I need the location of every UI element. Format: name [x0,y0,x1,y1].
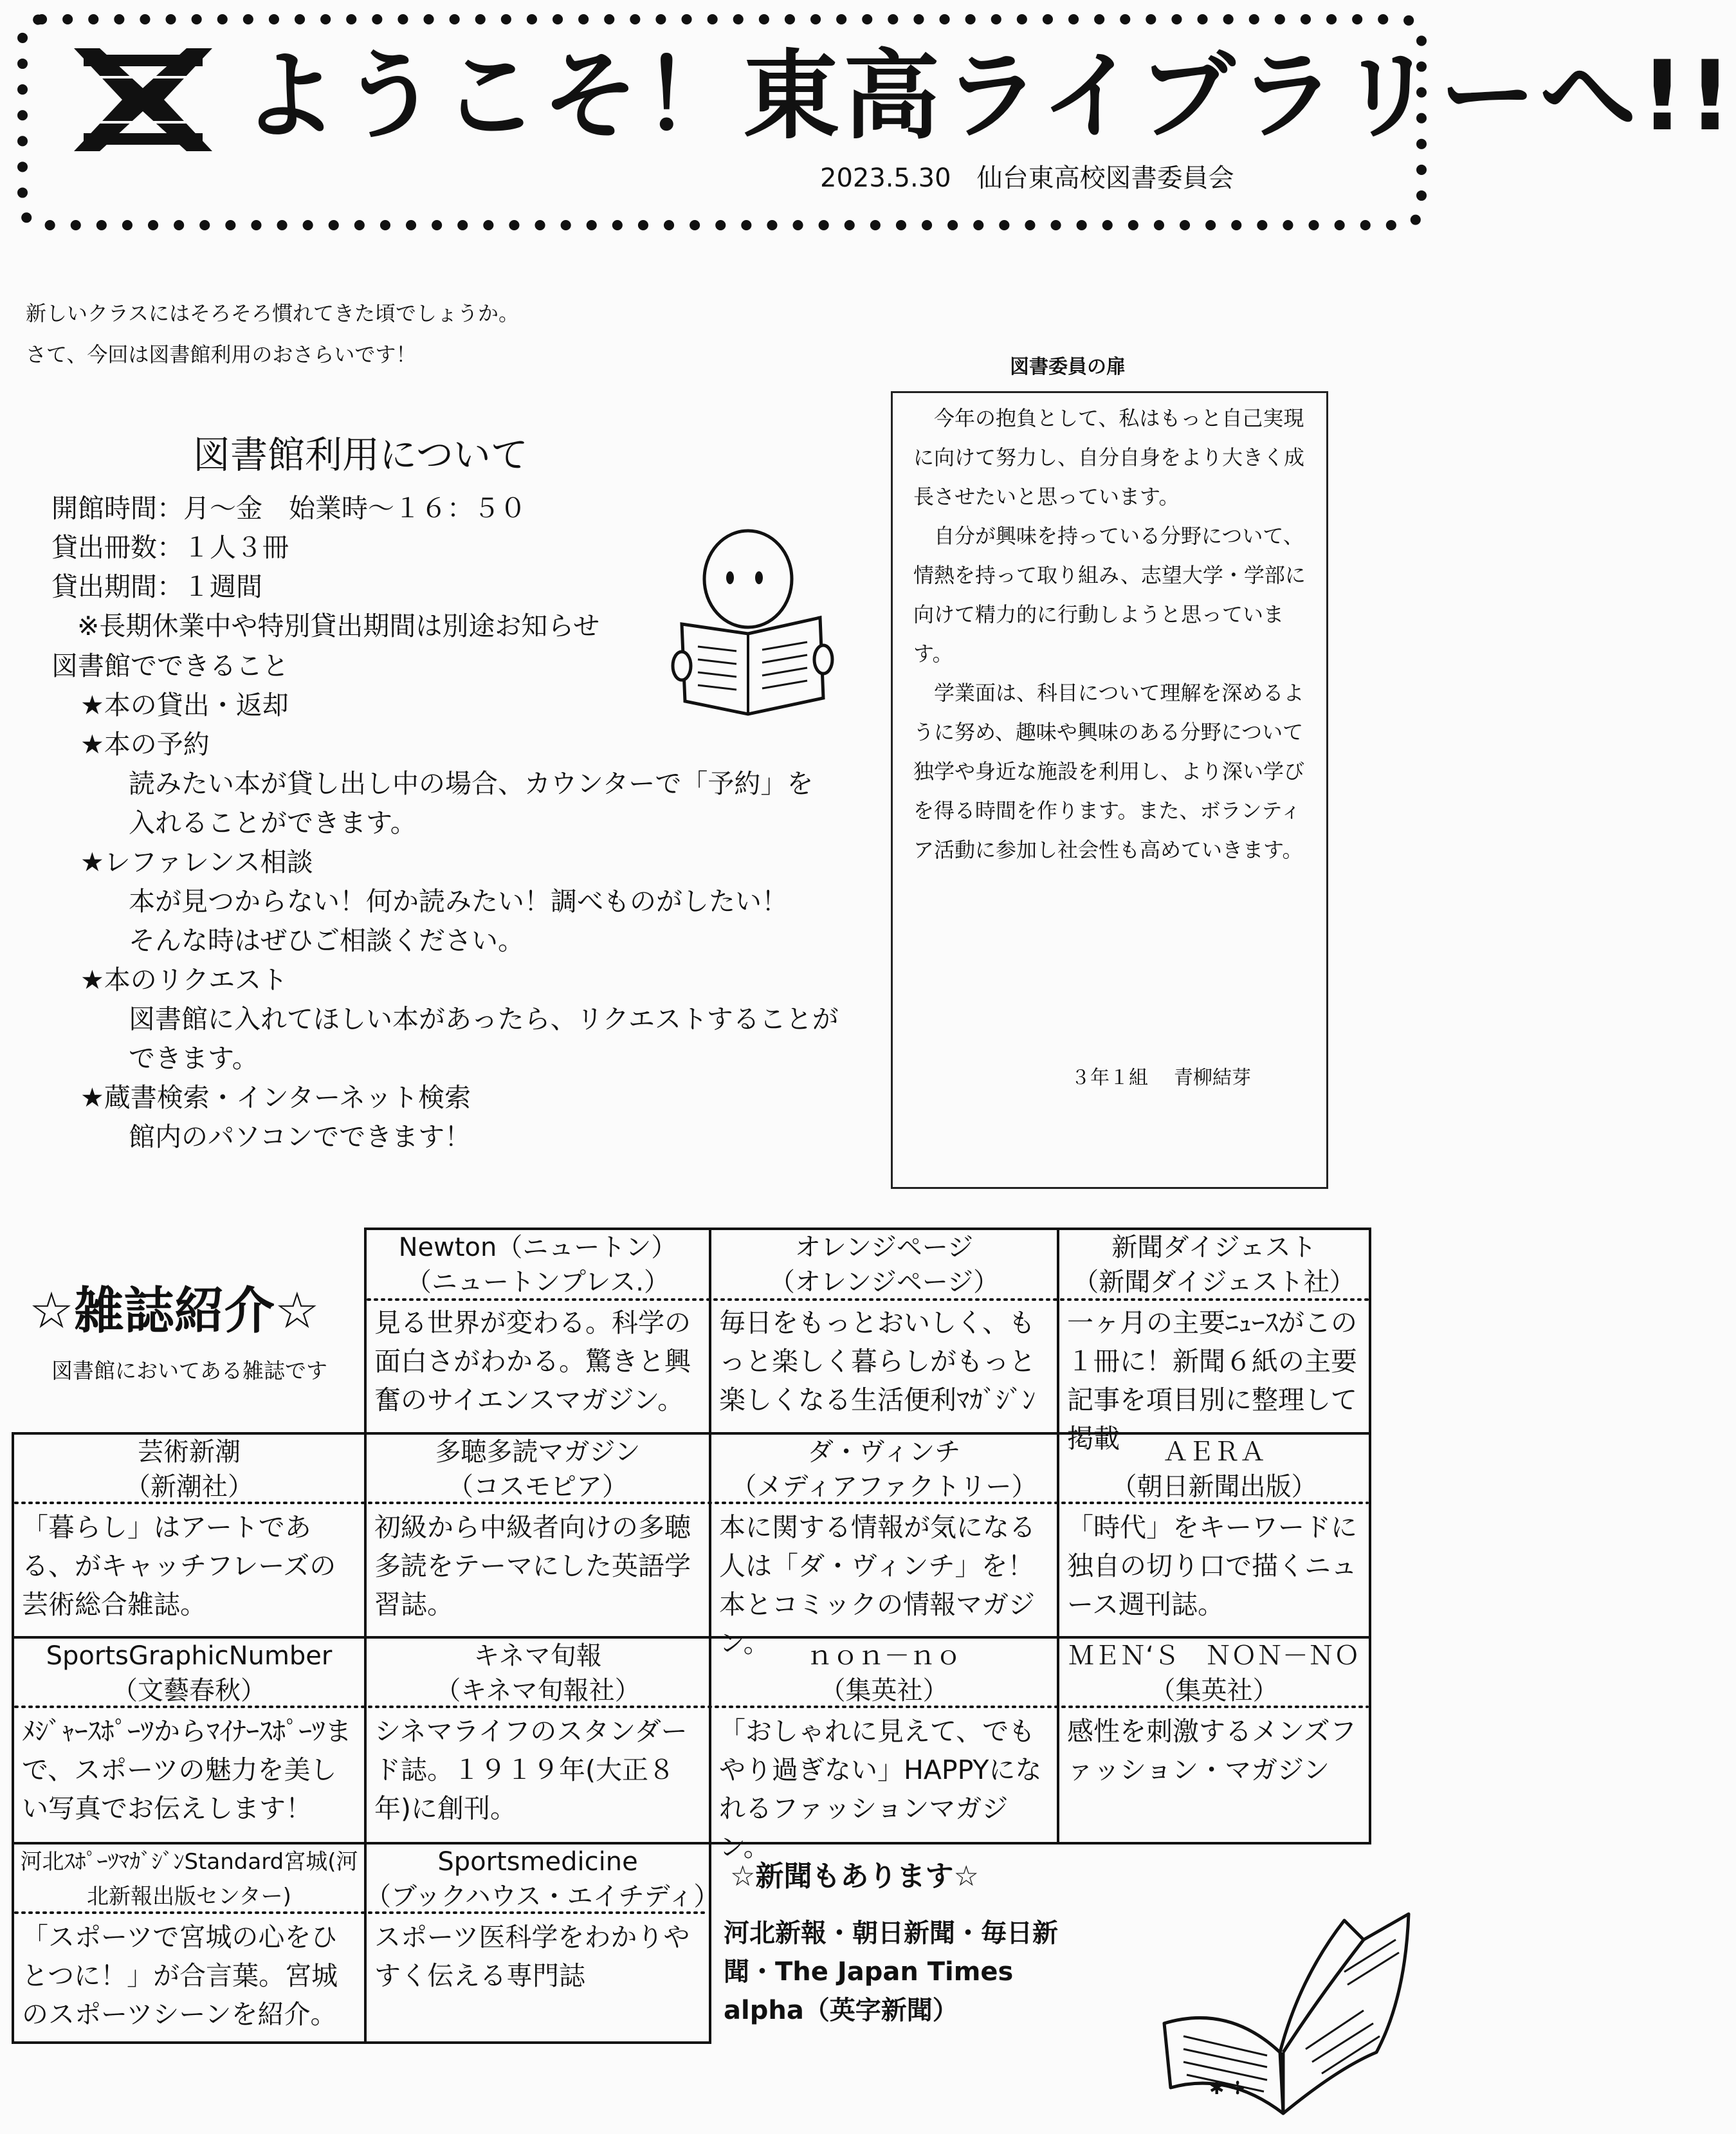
library-info [51,489,599,646]
newspaper-list: 河北新報・朝日新聞・毎日新聞・The Japan Times alpha（英字新聞） [724,1918,1058,2025]
service-description: 図書館に入れてほしい本があったら、リクエストすることが [129,1004,839,1035]
crossed-books-icon [74,48,212,151]
service-lending: ★本の貸出・返却 [80,690,289,721]
intro-line: さて、今回は図書館利用のおさらいです！ [26,342,417,367]
library-usage-heading: 図書館利用について [193,433,528,477]
library-services [51,647,839,1157]
magazine-name: ｎｏｎ－ｎｏ [807,1641,962,1671]
service-reference: ★レファレンス相談 [80,847,313,878]
magazine-section-heading: ☆雑誌紹介☆ [29,1282,320,1340]
magazine-publisher: （朝日新聞出版） [1111,1472,1317,1502]
column-paragraph: 今年の抱負として、私はもっと自己実現に向けて努力し、自分自身をより大きく成長させたいと思っています。 [913,406,1305,509]
open-book-illustration [1151,1901,1421,2120]
magazine-publisher: （キネマ旬報社） [435,1676,641,1706]
magazine-publisher: （ニュートンプレス.） [406,1267,670,1297]
magazine-section-subheading: 図書館においてある雑誌です [51,1358,327,1383]
loan-period: 貸出期間：１週間 [51,571,262,602]
magazine-description: 感性を刺激するメンズファッション・マガジン [1067,1716,1357,1785]
reading-character-illustration [672,528,833,721]
service-description: 入れることができます。 [129,807,417,838]
magazine-publisher: （新潮社） [125,1472,253,1502]
magazine-description: 見る世界が変わる。科学の面白さがわかる。驚きと興奮のサイエンスマガジン。 [374,1307,691,1415]
magazine-name: SportsGraphicNumber [46,1641,333,1671]
services-heading: 図書館でできること [51,650,289,681]
magazine-description: 初級から中級者向けの多聴多読をテーマにした英語学習誌。 [374,1512,691,1620]
magazine-card-newton [365,1229,710,1433]
page-title: ようこそ！東高ライブラリーへ!! [241,41,1736,152]
magazine-name: ＡＥＲＡ [1162,1437,1266,1467]
service-search: ★蔵書検索・インターネット検索 [80,1082,471,1113]
magazine-publisher: （コスモピア） [448,1472,628,1502]
magazine-card-non-no [710,1637,1058,1863]
service-description: 本が見つからない！何か読みたい！調べものがしたい！ [129,886,788,917]
magazine-description: ﾒｼﾞｬｰｽﾎﾟｰﾂからﾏｲﾅｰｽﾎﾟｰﾂまで、スポーツの魅力を美しい写真でお伝えします！ [22,1716,352,1824]
column-paragraph: 学業面は、科目について理解を深めるように努め、趣味や興味のある分野について独学や身近な施設を利用し、より深い学びを得る時間を作ります。また、ボランティア活動に参加し社会性も高めていきます。 [913,681,1305,862]
magazine-description: 「時代」をキーワードに独自の切り口で描くニュース週刊誌。 [1067,1512,1357,1620]
svg-text:✱ ✢: ✱ ✢ [1209,2077,1245,2099]
magazine-name: 多聴多読マガジン [435,1437,641,1467]
service-request: ★本のリクエスト [80,964,288,995]
holiday-note: ※長期休業中や特別貸出期間は別途お知らせ [77,611,600,641]
magazine-publisher: （集英社） [1149,1676,1279,1706]
service-description: 読みたい本が貸し出し中の場合、カウンターで「予約」を [129,768,814,799]
issue-line [820,158,1234,194]
magazine-description: シネマライフのスタンダード誌。１９１９年(大正８年)に創刊。 [374,1716,688,1824]
magazine-publisher: （集英社） [819,1676,949,1706]
intro-line: 新しいクラスにはそろそろ慣れてきた頃でしょうか。 [26,301,520,326]
magazine-description: 「おしゃれに見えて、でもやり過ぎない」HAPPYになれるファッションマガジン。 [719,1716,1042,1863]
magazine-card-sports-graphic-number [13,1637,365,1843]
magazine-publisher: （メディアファクトリー） [731,1472,1037,1502]
magazine-card-geijutsu-shincho [13,1433,365,1637]
magazine-card-orange-page [710,1229,1058,1433]
magazine-publisher: （文藝春秋） [112,1676,266,1706]
publisher-name: 仙台東高校図書委員会 [976,163,1234,193]
magazine-card-sportsmedicine [365,1843,720,2043]
magazine-name: 新聞ダイジェスト [1111,1233,1317,1262]
author-class: ３年１組 [1071,1067,1148,1089]
magazine-card-sports-magazine-standard-miyagi [13,1843,365,2043]
magazine-description: 毎日をもっとおいしく、もっと楽しく暮らしがもっと楽しくなる生活便利ﾏｶﾞｼﾞﾝ [719,1307,1036,1415]
author-name: 青柳結芽 [1174,1067,1251,1089]
magazine-description: 一ヶ月の主要ﾆｭｰｽがこの１冊に！新聞６紙の主要記事を項目別に整理して掲載 [1067,1307,1357,1454]
service-reservation: ★本の予約 [80,729,210,760]
column-paragraph: 自分が興味を持っている分野について、情熱を持って取り組み、志望大学・学部に向けて精力的に行動しようと思っています。 [913,524,1306,666]
magazine-publisher: （ブックハウス・エイチディ） [365,1882,720,1911]
intro-text [26,293,519,375]
opening-hours: 開館時間：月～金 始業時～１６：５０ [51,493,526,524]
magazine-description: 本に関する情報が気になる人は「ダ・ヴィンチ」を！本とコミックの情報マガジン。 [719,1512,1036,1659]
magazine-name: Sportsmedicine [437,1847,638,1877]
magazine-card-mens-non-no [1058,1637,1370,1843]
magazine-name: キネマ旬報 [473,1641,602,1671]
magazine-name: オレンジページ [794,1233,974,1262]
magazine-name: 芸術新潮 [138,1437,241,1467]
service-description: できます。 [129,1043,259,1074]
magazine-description: スポーツ医科学をわかりやすく伝える専門誌 [374,1922,690,1991]
column-heading: 図書委員の扉 [1010,356,1126,378]
magazine-description: 「スポーツで宮城の心をひとつに！」が合言葉。宮城のスポーツシーンを紹介。 [22,1922,338,2030]
magazine-card-kinema-junpo [365,1637,710,1843]
magazine-name: Newton（ニュートン） [398,1233,677,1262]
loan-limit: 貸出冊数：１人３冊 [51,532,289,563]
magazine-publisher: （新聞ダイジェスト社） [1073,1267,1355,1297]
magazine-name: ダ・ヴィンチ [807,1437,961,1467]
issue-date: 2023.5.30 [820,163,951,193]
magazine-name: ＭＥＮ‘Ｓ ＮＯＮ－ＮＯ [1068,1641,1360,1671]
magazine-publisher: （オレンジページ） [769,1267,1000,1297]
magazine-name: 河北ｽﾎﾟｰﾂﾏｶﾞｼﾞﾝStandard宮城(河 [20,1849,358,1875]
column-text [913,399,1315,870]
service-description: 館内のパソコンでできます！ [129,1121,471,1152]
magazine-description: 「暮らし」はアートである、がキャッチフレーズの芸術総合雑誌。 [22,1512,336,1620]
magazine-card-aera [1058,1433,1370,1637]
column-signature [1071,1062,1251,1090]
service-description: そんな時はぜひご相談ください。 [129,925,524,956]
magazine-publisher: 北新報出版センター) [87,1884,291,1909]
magazine-card-tacho-tadoku [365,1433,710,1637]
newspaper-heading: ☆新聞もあります☆ [730,1860,979,1893]
